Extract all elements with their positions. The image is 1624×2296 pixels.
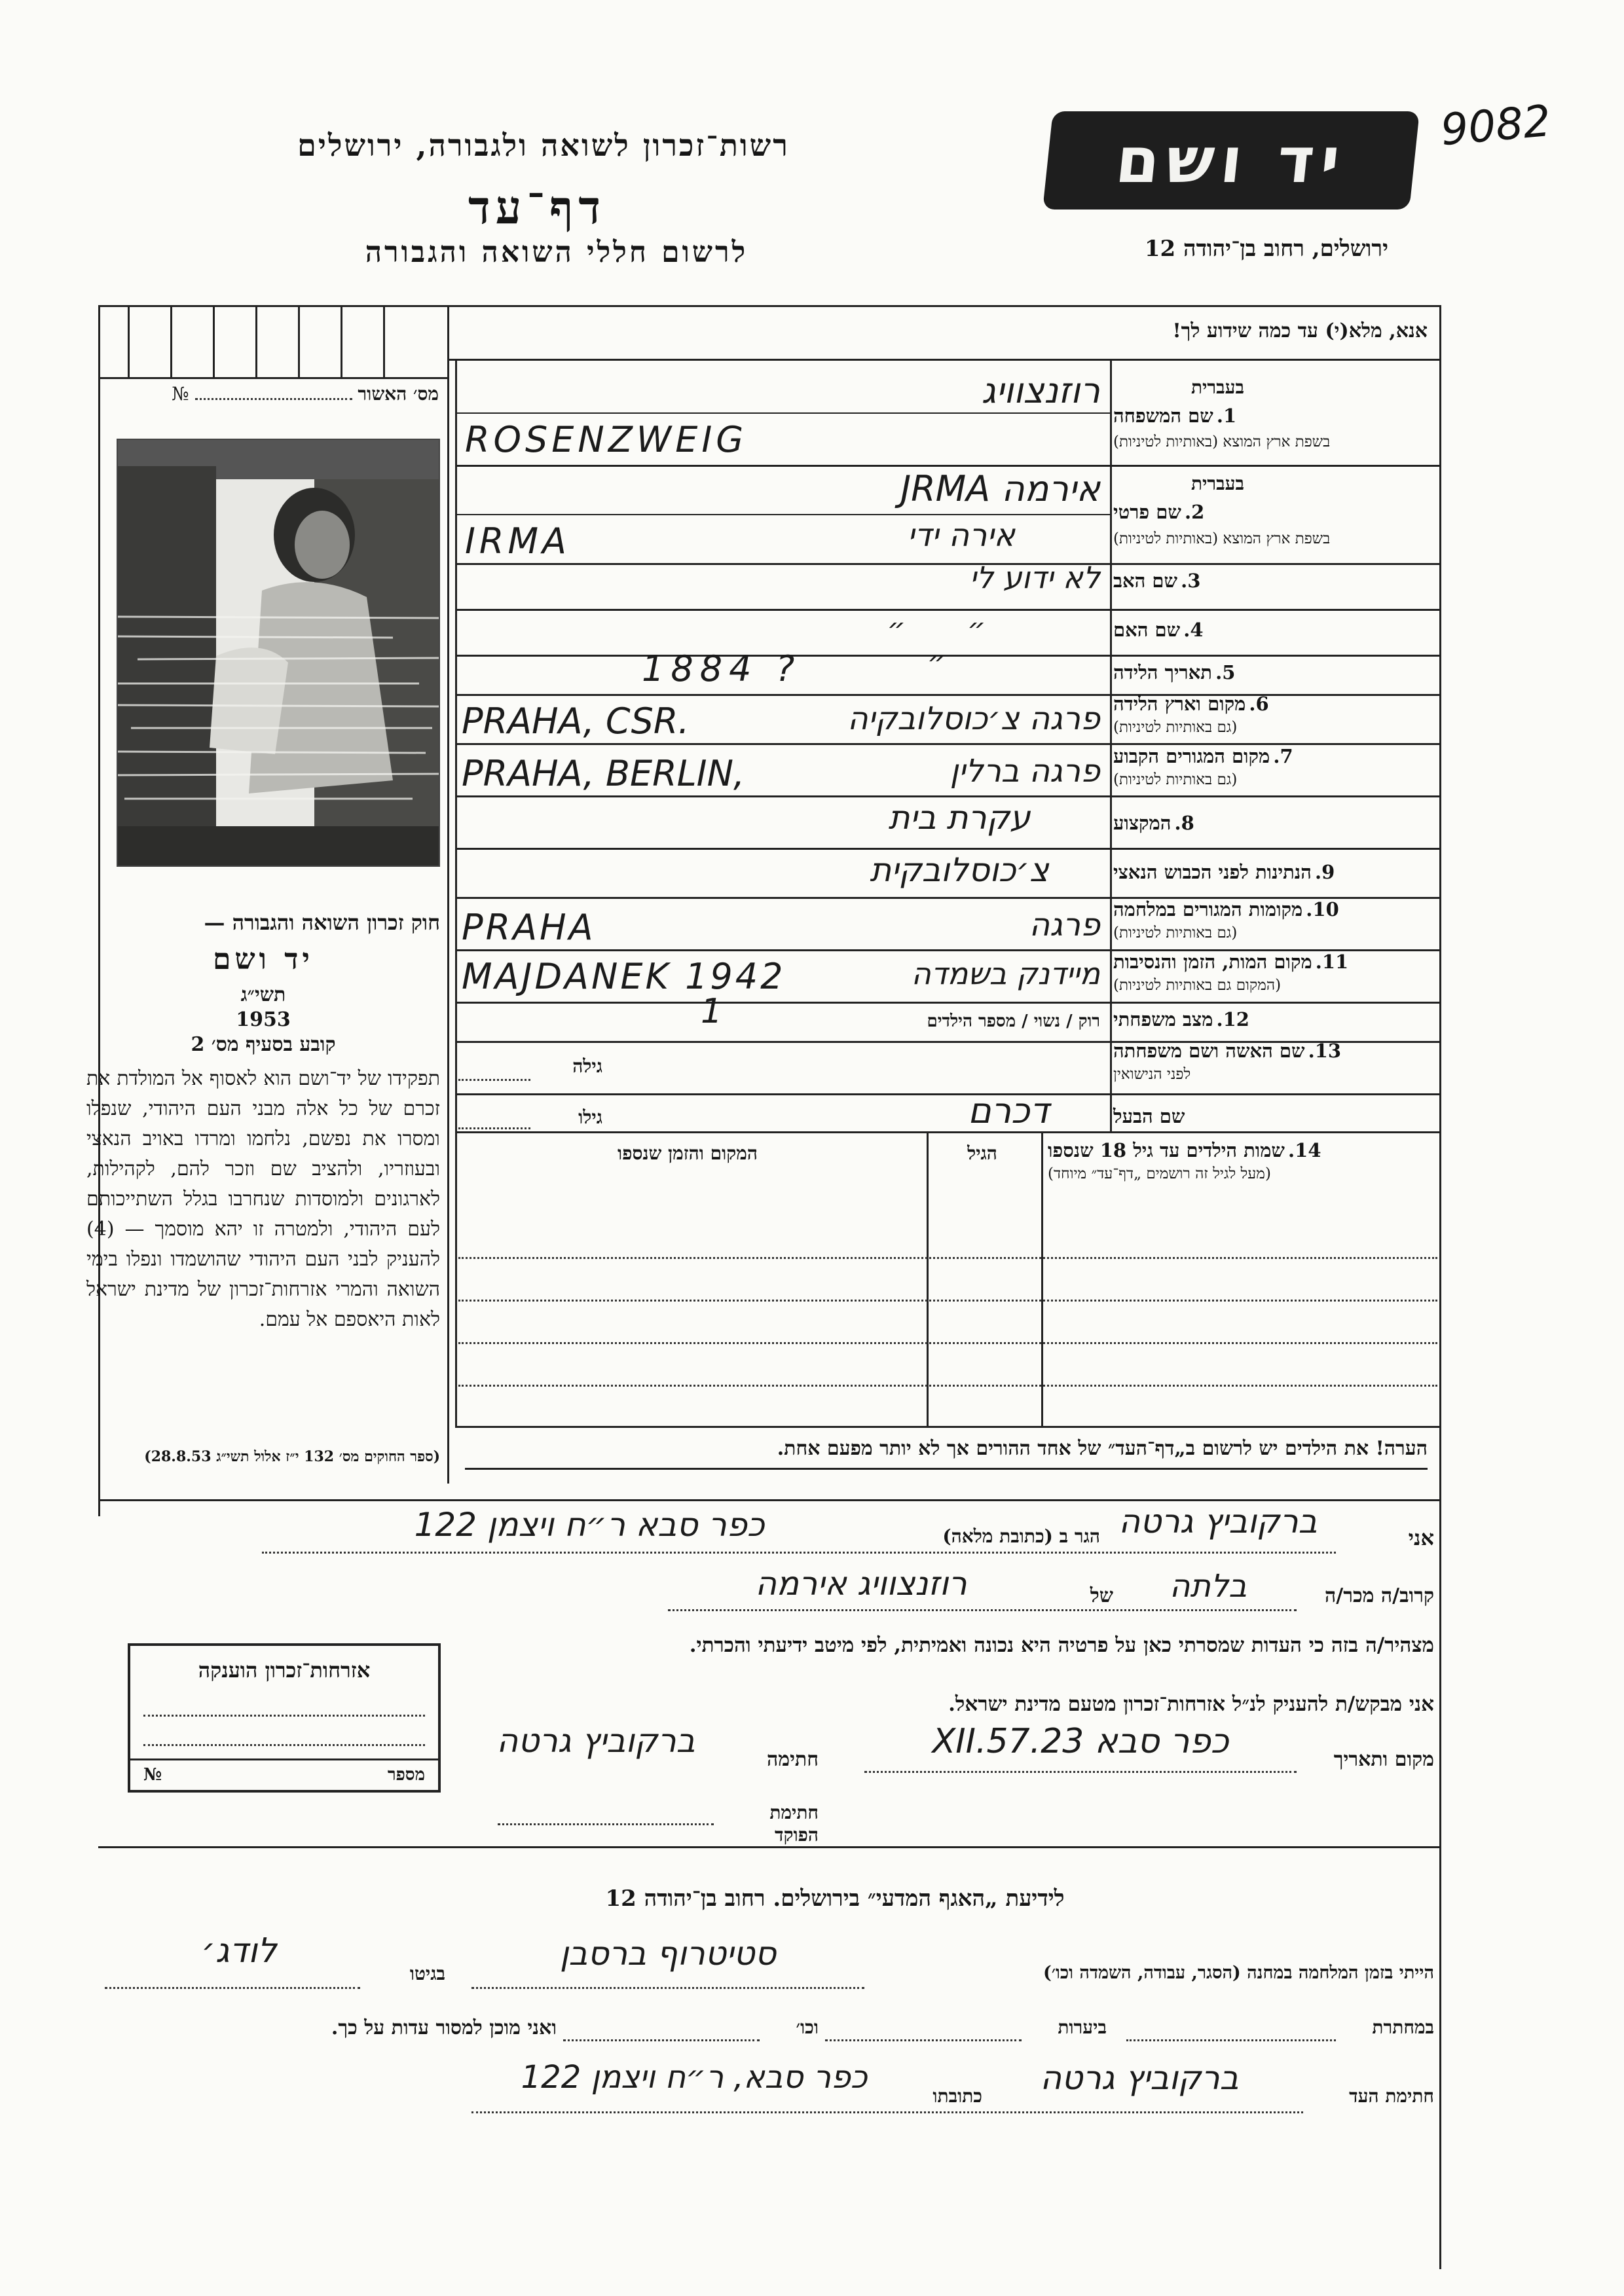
children-row-2[interactable] bbox=[458, 1300, 1437, 1302]
place-date-label: מקום ותאריך bbox=[1333, 1748, 1434, 1771]
page-title: דף־עד bbox=[468, 180, 606, 234]
resides-label: הגר ב (כתובת מלאה) bbox=[942, 1525, 1100, 1547]
field-2-label: 2. שם פרטי bbox=[1113, 501, 1205, 523]
husband-value[interactable]: דכרם bbox=[967, 1090, 1050, 1131]
law-year: 1953 bbox=[236, 1008, 291, 1031]
field-2-hebrew-extra[interactable]: אירה ידי bbox=[907, 517, 1015, 554]
bottom-heading: לידיעת „האגף המדעי״ בירושלים. רחוב בן־יהודה 12 bbox=[605, 1886, 1065, 1912]
husband-age-label: גילו bbox=[578, 1106, 602, 1128]
signature-value[interactable]: ברקוביץ גרטה bbox=[496, 1722, 695, 1760]
award-box-title: אזרחות־זכרון הוענקה bbox=[198, 1658, 371, 1683]
portrait-photo bbox=[117, 439, 440, 867]
field-10-label: 10. מקומות המגורים במלחמה bbox=[1113, 898, 1339, 920]
field-2-latin-value[interactable]: IRMA bbox=[465, 520, 570, 562]
award-box bbox=[128, 1643, 441, 1793]
field-11-latin-value[interactable]: MAJDANEK 1942 bbox=[462, 956, 786, 997]
of-label: של bbox=[1090, 1584, 1113, 1607]
field-13-label: 13. שם האשה ושם משפחתה bbox=[1113, 1040, 1342, 1062]
yad-vashem-logo bbox=[1043, 111, 1420, 210]
field-4-label: 4. שם האם bbox=[1113, 619, 1204, 641]
field-11-hint: (המקום גם באותיות לטיניות) bbox=[1113, 977, 1282, 994]
place-date-value[interactable]: כפר סבא 23.XII.57 bbox=[932, 1722, 1229, 1761]
declaration-statement: מצהיר/ה בזה כי העדות שמסרתי כאן על פרטיה היא נכונה ואמיתית, לפי מיטב ידיעתי והכרתי. bbox=[689, 1633, 1434, 1657]
field-9-value[interactable]: צ׳כוסלובקית bbox=[870, 851, 1049, 889]
children-place-column: המקום והזמן שנספו bbox=[618, 1142, 758, 1164]
children-note: הערה! את הילדים יש לרשום ב„דף־העד״ של אחד ההורים אך לא יותר מפעם אחת. bbox=[465, 1437, 1428, 1470]
children-count-value[interactable]: 1 bbox=[701, 992, 723, 1031]
field-1-hebrew-value[interactable]: רוזנצוויג bbox=[981, 370, 1100, 411]
cert-number-row: מס׳ האשור № bbox=[172, 383, 439, 405]
field-8-label: 8. המקצוע bbox=[1113, 812, 1194, 834]
field-1-label: 1. שם המשפחה bbox=[1113, 405, 1237, 427]
field-2-in-hebrew-label: בעברית bbox=[1190, 473, 1244, 494]
field-13-hint: לפני הנישואין bbox=[1113, 1066, 1191, 1083]
of-value[interactable]: רוזנצוויג אירמה bbox=[755, 1565, 967, 1603]
wife-age-label: גילה bbox=[572, 1055, 602, 1077]
field-6-hint: (גם באותיות לטיניות) bbox=[1113, 719, 1238, 736]
law-text: תפקידו של יד־ושם הוא לאסוף אל המולדת את זכרם של כל אלה מבני העם היהודי, שנפלו ומסרו את נפשם, נלחמו ומרדו באויב הנאצי ובעוזריו, ולהציב שם וזכר להם, לקהילות, לארגונים ולמוסדות שנחרבו בגלל השתייכותם לעם היהודי, ולמטרה זו יהא מוסמך — (4) להעניק לבני העם היהודי שהושמדו ונפלו בימי השואה והמרי אזרחות־זכרון של מדינת ישראל לאות היאספם אל עמם. bbox=[86, 1067, 440, 1331]
forests-label: ביערות bbox=[1058, 2016, 1107, 2038]
declaration-request: אני מבקש/ת להעניק לנ״ל אזרחות־זכרון מטעם מדינת ישראל. bbox=[948, 1692, 1434, 1716]
field-1-latin-value[interactable]: ROSENZWEIG bbox=[465, 419, 748, 460]
relative-label: קרוב/ה מכר/ה bbox=[1325, 1584, 1434, 1607]
field-11-label: 11. מקום המות, הזמן והנסיבות bbox=[1113, 951, 1349, 973]
page-subtitle: לרשום חללי השואה והגבורה bbox=[365, 236, 748, 269]
etc-label: וכו׳ bbox=[796, 2016, 819, 2038]
field-1-latin-hint: בשפת ארץ המוצא (באותיות לטיניות) bbox=[1113, 433, 1331, 450]
field-4-value[interactable]: ״ ״ ״ bbox=[887, 612, 1012, 679]
children-row-1[interactable] bbox=[458, 1257, 1437, 1259]
field-6-latin-value[interactable]: PRAHA, CSR. bbox=[462, 701, 690, 742]
field-6-label: 6. מקום וארץ הלידה bbox=[1113, 693, 1269, 715]
field-5-label: 5. תאריך הלידה bbox=[1113, 661, 1236, 683]
law-title: חוק זכרון השואה והגבורה — bbox=[204, 910, 440, 935]
archive-number: 9082 bbox=[1439, 95, 1553, 156]
field-2-hebrew-value[interactable]: אירמה JRMA bbox=[900, 468, 1100, 509]
authority-line: רשות־זכרון לשואה ולגבורה, ירושלים bbox=[297, 128, 790, 163]
official-signature-line[interactable] bbox=[498, 1823, 714, 1825]
field-12-label: 12. מצב משפחתי bbox=[1113, 1008, 1249, 1030]
official-signature-label: חתימת הפוקד bbox=[769, 1802, 819, 1846]
relation-value[interactable]: בלתה bbox=[1170, 1568, 1247, 1605]
field-5-value[interactable]: 1884 ? bbox=[642, 648, 802, 689]
ghetto-value[interactable]: לודג׳ bbox=[201, 1931, 277, 1971]
children-age-column: הגיל bbox=[967, 1142, 997, 1164]
declarant-address[interactable]: כפר סבא ר״ח ויצמן 122 bbox=[414, 1506, 765, 1544]
camp-label: הייתי בזמן המלחמה במחנה (הסגר, עבודה, השמדה וכו׳) bbox=[1043, 1963, 1434, 1983]
law-source: (ספר החוקים מס׳ 132 י״ז אלול תשי״ג 28.8.53) bbox=[144, 1448, 440, 1465]
form-instruction: אנא, מלא(י) עד כמה שידוע לך! bbox=[1172, 319, 1428, 342]
field-9-label: 9. הנתינות לפני הכבוש הנאצי bbox=[1113, 861, 1335, 883]
field-11-hebrew-value[interactable]: מיידנק בשמדה bbox=[911, 956, 1100, 991]
law-year-heb: תשי״ג bbox=[240, 983, 286, 1006]
field-10-hebrew-value[interactable]: פרגה bbox=[1029, 907, 1100, 943]
children-row-4[interactable] bbox=[458, 1385, 1437, 1387]
law-clause: קובע בסעיף מס׳ 2 bbox=[191, 1033, 336, 1056]
tick-boxes bbox=[98, 305, 447, 379]
field-3-value[interactable]: לא ידוע לי bbox=[969, 560, 1100, 595]
field-8-value[interactable]: עקרת בית bbox=[888, 799, 1031, 837]
declarant-name[interactable]: ברקוביץ גרטה bbox=[1118, 1503, 1318, 1540]
field-7-label: 7. מקום המגורים הקבוע bbox=[1113, 745, 1293, 767]
ghetto-label: בגיטו bbox=[409, 1963, 445, 1984]
children-row-3[interactable] bbox=[458, 1342, 1437, 1344]
left-column-divider bbox=[447, 305, 449, 1484]
field-14-hint: (מעל לגיל זה רושמים „דף־עד״ מיוחד) bbox=[1048, 1165, 1271, 1182]
field-3-label: 3. שם האב bbox=[1113, 570, 1201, 592]
logo-text: יד ושם bbox=[1112, 124, 1350, 197]
marital-status-options: רוק / נשוי / מספר הילדים bbox=[927, 1011, 1100, 1031]
witness-label: חתימת העד bbox=[1349, 2085, 1434, 2107]
declarant-prefix: אני bbox=[1408, 1525, 1434, 1550]
witness-address-label: כתובתו bbox=[932, 2085, 982, 2107]
field-2-latin-hint: בשפת ארץ המוצא (באותיות לטיניות) bbox=[1113, 530, 1331, 547]
field-1-in-hebrew-label: בעברית bbox=[1190, 376, 1244, 398]
law-name: יד ושם bbox=[213, 943, 314, 976]
field-7-hint: (גם באותיות לטיניות) bbox=[1113, 771, 1238, 788]
field-10-hint: (גם באותיות לטיניות) bbox=[1113, 924, 1238, 941]
award-number-sign: № bbox=[143, 1765, 162, 1785]
field-7-latin-value[interactable]: PRAHA, BERLIN, bbox=[462, 753, 745, 794]
label-column-divider bbox=[1110, 359, 1112, 1131]
signature-label: חתימה bbox=[767, 1748, 819, 1771]
camp-value[interactable]: סטיטרוף ברסבן bbox=[559, 1935, 777, 1973]
header-address: ירושלים, רחוב בן־יהודה 12 bbox=[1144, 236, 1388, 262]
witness-value[interactable]: ברקוביץ גרטה bbox=[1040, 2059, 1239, 2097]
witness-address-value[interactable]: כפר סבא, ר״ח ויצמן 122 bbox=[521, 2059, 868, 2096]
award-number-label: מספר bbox=[387, 1765, 425, 1785]
hiding-label: במחתרת bbox=[1372, 2016, 1434, 2038]
husband-label: שם הבעל bbox=[1113, 1105, 1185, 1127]
field-6-hebrew-value[interactable]: פרגה צ׳כוסלובקיה bbox=[847, 701, 1100, 737]
ready-label: ואני מוכן למסור עדות על כך. bbox=[331, 2016, 557, 2039]
frame-right bbox=[1439, 305, 1441, 2269]
field-10-latin-value[interactable]: PRAHA bbox=[462, 907, 596, 948]
field-7-hebrew-value[interactable]: פרגה ברלין bbox=[950, 753, 1100, 790]
field-14-label: 14. שמות הילדים עד גיל 18 שנספו bbox=[1048, 1139, 1321, 1161]
